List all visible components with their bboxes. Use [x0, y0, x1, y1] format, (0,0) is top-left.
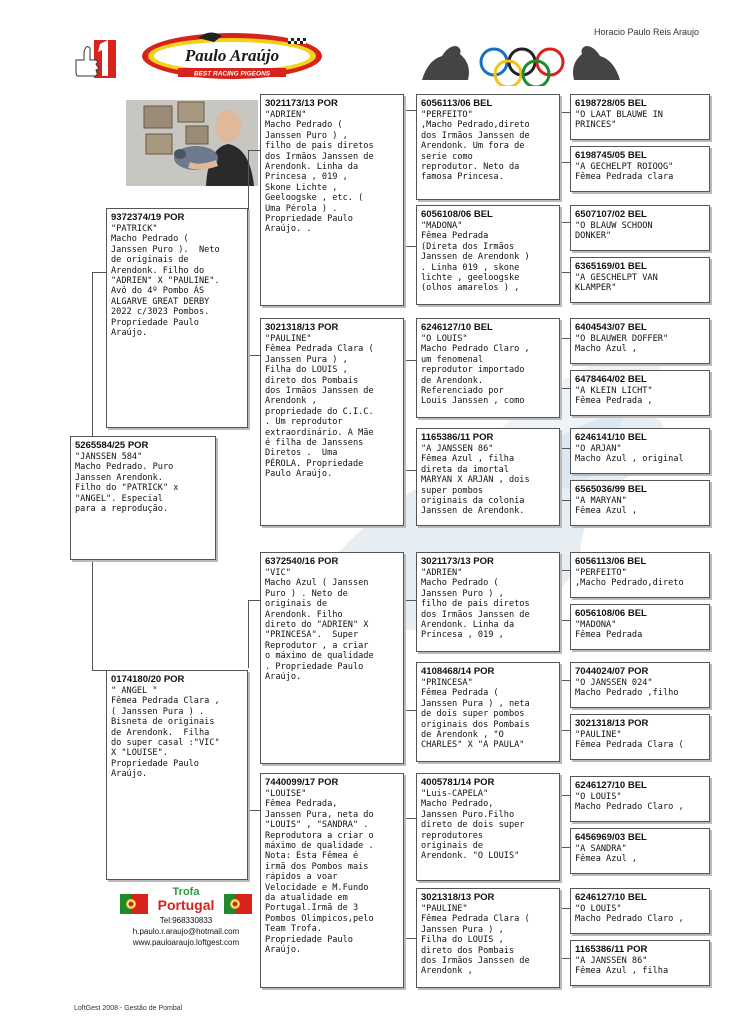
pigeon-card-gen4-16 [570, 940, 710, 986]
pigeon-card-gen3-6 [416, 662, 560, 762]
pigeon-description: "PRINCESA" Fêmea Pedrada ( Janssen Pura ) , neta de dois super pombos originais dos Pombais de Arendonk , "O CHARLES" X "A PAULA" [421, 678, 530, 751]
ring-number: 7440099/17 POR [265, 777, 339, 788]
paulo-araujo-logo [138, 28, 326, 84]
ring-number: 6246141/10 BEL [575, 432, 647, 443]
pigeon-card-gen3-8 [416, 888, 560, 988]
pigeon-description: "MADONA" Fêmea Pedrada [575, 620, 643, 641]
pigeon-description: "O ARJAN" Macho Azul , original [575, 444, 684, 465]
ring-number: 3021318/13 POR [575, 718, 649, 729]
ring-number: 6372540/16 POR [265, 556, 339, 567]
connector-line [404, 360, 416, 361]
connector-line [248, 600, 260, 601]
connector-line [248, 290, 249, 355]
ring-number: 1165386/11 POR [575, 944, 648, 955]
pigeon-description: "ADRIEN" Macho Pedrado ( Janssen Puro ) , filho de pais diretos dos Irmãos Janssen de Arendonk. Linha da Princesa , 019 , Skone Lichte , Geeloogske , etc. ( Uma Pérola ) . Propriedade Paulo Araújo. . [265, 110, 374, 235]
ring-number: 4108468/14 POR [421, 666, 495, 677]
connector-line [560, 620, 570, 621]
pigeon-card-dam-dam [260, 773, 404, 988]
ring-number: 6056108/06 BEL [421, 209, 493, 220]
pigeon-description: "A JANSSEN 86" Fêmea Azul , filha [575, 956, 669, 977]
connector-line [560, 680, 570, 681]
connector-line [404, 360, 405, 470]
pigeon-card-gen3-7 [416, 773, 560, 881]
pigeon-card-gen4-1 [570, 94, 710, 140]
ring-number: 6404543/07 BEL [575, 322, 647, 333]
connector-line [560, 162, 570, 163]
connector-line [560, 570, 561, 620]
contact-block [116, 886, 256, 956]
pigeon-description: "VIC" Macho Azul ( Janssen Puro ) . Neto de originais de Arendonk. Filho direto do "ADRIEN" X "PRINCESA". Super Reprodutor , a criar o máximo de qualidade . Propriedade Paulo Araújo. [265, 568, 374, 683]
connector-line [560, 795, 561, 847]
pigeon-card-dam-sire [260, 552, 404, 764]
ring-number: 0174180/20 POR [111, 674, 185, 685]
flag-icon [120, 894, 148, 914]
pigeon-card-gen4-13 [570, 776, 710, 822]
pigeon-description: "O JANSSEN 024" Macho Pedrado ,filho [575, 678, 679, 699]
connector-line [560, 222, 561, 272]
connector-line [248, 150, 260, 151]
pigeon-description: "A KLEIN LICHT" Fêmea Pedrada , [575, 386, 653, 407]
connector-line [404, 110, 416, 111]
flag-icon [224, 894, 252, 914]
pigeon-card-gen4-12 [570, 714, 710, 760]
contact-phone: Tel:968330833 [159, 916, 213, 925]
pigeon-description: "O LOUIS" Macho Pedrado Claro , [575, 792, 684, 813]
ring-number: 6365169/01 BEL [575, 261, 647, 272]
logo-tagline-text: BEST RACING PIGEONS [193, 70, 271, 78]
ring-number: 5265584/25 POR [75, 440, 149, 451]
connector-line [92, 272, 93, 436]
ring-number: 1165386/11 POR [421, 432, 494, 443]
ring-number: 6246127/10 BEL [575, 892, 647, 903]
pigeon-description: "O LAAT BLAUWE IN PRINCES" [575, 110, 663, 131]
connector-line [248, 810, 260, 811]
connector-line [560, 112, 570, 113]
connector-line [404, 600, 405, 710]
pigeon-description: "LOUISE" Fêmea Pedrada, Janssen Pura, neta do "LOUIS" , "SANDRA" . Reprodutora a criar o máximo de qualidade . Nota: Esta Fêmea é irmã dos Pombos mais rápidos a voar Velocidade e M.Fundo da atualidade em Portugal.Irmã de 3 Pombos Olimpicos,pelo Team Trofa. Propriedade Paulo Araújo. [265, 789, 374, 956]
olympic-pigeons-emblem [418, 38, 624, 86]
pigeon-card-gen4-14 [570, 828, 710, 874]
connector-line [560, 908, 570, 909]
pigeon-description: "A JANSSEN 86" Fêmea Azul , filha direta da imortal MARYAN X ARJAN , dois super pombos originais da colonia Janssen de Arendonk. [421, 444, 530, 517]
connector-line [560, 680, 561, 730]
ring-number: 6246127/10 BEL [421, 322, 493, 333]
pigeon-card-gen3-1 [416, 94, 560, 200]
connector-line [404, 710, 416, 711]
pigeon-card-dam [106, 670, 248, 880]
connector-line [404, 110, 405, 246]
pigeon-card-gen3-3 [416, 318, 560, 418]
connector-line [92, 272, 106, 273]
pigeon-description: "O LOUIS" Macho Pedrado Claro , um fenomenal reprodutor importado de Arendonk. Referenciado por Louis Janssen , como [421, 334, 530, 407]
connector-line [248, 600, 249, 668]
connector-line [560, 500, 570, 501]
owner-name: Horacio Paulo Reis Araujo [594, 27, 700, 37]
connector-line [404, 938, 416, 939]
connector-line [560, 958, 570, 959]
pigeon-card-gen4-10 [570, 604, 710, 650]
pigeon-description: "A GECHELPT ROIOOG" Fêmea Pedrada clara [575, 162, 674, 183]
owner-photo [126, 100, 258, 186]
ring-number: 6507107/02 BEL [575, 209, 647, 220]
ring-number: 6198745/05 BEL [575, 150, 647, 161]
pigeon-description: "A MARYAN" Fêmea Azul , [575, 496, 638, 517]
ring-number: 4005781/14 POR [421, 777, 495, 788]
pigeon-description: "Luis-CAPELA" Macho Pedrado, Janssen Puro.Filho direto de dois super reprodutores originais de Arendonk. "O LOUIS" [421, 789, 525, 862]
pigeon-description: "O LOUIS" Macho Pedrado Claro , [575, 904, 684, 925]
ring-number: 6056113/06 BEL [575, 556, 647, 567]
pigeon-card-subject [70, 436, 216, 560]
connector-line [404, 818, 405, 938]
pigeon-card-gen4-6 [570, 370, 710, 416]
pigeon-description: "PERFEITO" ,Macho Pedrado,direto [575, 568, 684, 589]
connector-line [404, 246, 416, 247]
pigeon-card-gen4-8 [570, 480, 710, 526]
ring-number: 6198728/05 BEL [575, 98, 647, 109]
pigeon-description: "O BLAUW SCHOON DONKER" [575, 221, 653, 242]
pigeon-card-gen3-4 [416, 428, 560, 526]
connector-line [560, 795, 570, 796]
connector-line [404, 600, 416, 601]
contact-website[interactable]: www.pauloaraujo.loftgest.com [132, 938, 240, 947]
connector-line [560, 847, 570, 848]
connector-line [560, 222, 570, 223]
pigeon-card-sire [106, 208, 248, 428]
pigeon-card-gen3-2 [416, 205, 560, 305]
connector-line [560, 272, 570, 273]
connector-line [560, 570, 570, 571]
pigeon-description: "ADRIEN" Macho Pedrado ( Janssen Puro ) , filho de pais diretos dos Irmãos Janssen de Arendonk. Linha da Princesa , 019 , [421, 568, 530, 641]
connector-line [560, 730, 570, 731]
ring-number: 3021173/13 POR [265, 98, 338, 109]
connector-line [404, 818, 416, 819]
ring-number: 6246127/10 BEL [575, 780, 647, 791]
connector-line [560, 448, 570, 449]
pigeon-card-gen4-15 [570, 888, 710, 934]
pigeon-description: "MADONA" Fêmea Pedrada (Direta dos Irmãos Janssen de Arendonk ) . Linha 019 , skone lichte , geeloogske (olhos amarelos ) , [421, 221, 530, 294]
connector-line [560, 908, 561, 958]
ring-number: 6056113/06 BEL [421, 98, 493, 109]
ring-number: 6056108/06 BEL [575, 608, 647, 619]
pigeon-description: "PAULINE" Fêmea Pedrada Clara ( Janssen Pura ) , Filha do LOUIS , direto dos Pombais dos Irmãos Janssen de Arendonk , propriedade do C.I.C. . Um reprodutor extraordinário. A Mãe é filha de Janssens Diretos . Uma PÉROLA. Propriedade Paulo Araújo. [265, 334, 374, 480]
pigeon-description: "PATRICK" Macho Pedrado ( Janssen Puro ). Neto de originais de Arendonk. Filho do "ADRIEN" X "PAULINE". Avô do 4º Pombo ÁS ALGARVE GREAT DERBY 2022 c/3023 Pombos. Propriedade Paulo Araújo. [111, 224, 220, 339]
footer-text: LoftGest 2008 - Gestão de Pombal [74, 1005, 183, 1012]
pigeon-card-sire-dam [260, 318, 404, 526]
pigeon-card-gen4-7 [570, 428, 710, 474]
connector-line [92, 670, 106, 671]
connector-line [560, 448, 561, 500]
pigeon-card-gen3-5 [416, 552, 560, 652]
connector-line [560, 112, 561, 162]
contact-email[interactable]: h.paulo.r.araujo@hotmail.com [132, 927, 240, 936]
connector-line [92, 560, 93, 670]
connector-line [248, 355, 260, 356]
pigeon-card-gen4-2 [570, 146, 710, 192]
ring-number: 6478464/02 BEL [575, 374, 647, 385]
pigeon-card-gen4-5 [570, 318, 710, 364]
pigeon-description: "A GESCHELPT VAN KLAMPER" [575, 273, 658, 294]
number-one-thumb-icon [72, 36, 120, 80]
pigeon-description: "PERFEITO" ,Macho Pedrado,direto dos Irmãos Janssen de Arendonk. Um fora de serie como reprodutor. Neto da famosa Princesa. [421, 110, 530, 183]
pigeon-description: "A SANDRA" Fêmea Azul , [575, 844, 638, 865]
ring-number: 6565036/99 BEL [575, 484, 647, 495]
pigeon-description: "PAULINE" Fêmea Pedrada Clara ( Janssen Pura ) , Filha do LOUIS , direto dos Pombais dos Irmãos Janssen de Arendonk , [421, 904, 530, 977]
team-name: Trofa [172, 886, 200, 898]
pigeon-description: "O BLAUWER DOFFER" Macho Azul , [575, 334, 669, 355]
ring-number: 7044024/07 POR [575, 666, 649, 677]
ring-number: 3021318/13 POR [265, 322, 339, 333]
country-name: Portugal [157, 897, 215, 913]
connector-line [404, 470, 416, 471]
pigeon-card-gen4-3 [570, 205, 710, 251]
ring-number: 9372374/19 POR [111, 212, 185, 223]
pigeon-card-gen4-11 [570, 662, 710, 708]
pigeon-description: " ANGEL " Fêmea Pedrada Clara , ( Janssen Pura ) . Bisneta de originais de Arendonk. Filha do super casal :"VIC" X "LOUISE". Propriedade Paulo Araújo. [111, 686, 220, 780]
connector-line [248, 150, 249, 210]
pigeon-card-gen4-9 [570, 552, 710, 598]
connector-line [560, 388, 570, 389]
ring-number: 3021318/13 POR [421, 892, 495, 903]
pigeon-card-sire-sire [260, 94, 404, 306]
ring-number: 3021173/13 POR [421, 556, 494, 567]
connector-line [248, 750, 249, 810]
connector-line [560, 338, 561, 388]
connector-line [560, 338, 570, 339]
pigeon-description: "PAULINE" Fêmea Pedrada Clara ( [575, 730, 684, 751]
ring-number: 6456969/03 BEL [575, 832, 647, 843]
pigeon-description: "JANSSEN 584" Macho Pedrado. Puro Janssen Arendonk. Filho do "PATRICK" x "ANGEL". Especial para a reprodução. [75, 452, 179, 515]
pigeon-card-gen4-4 [570, 257, 710, 303]
logo-name-text: Paulo Araújo [184, 46, 280, 65]
